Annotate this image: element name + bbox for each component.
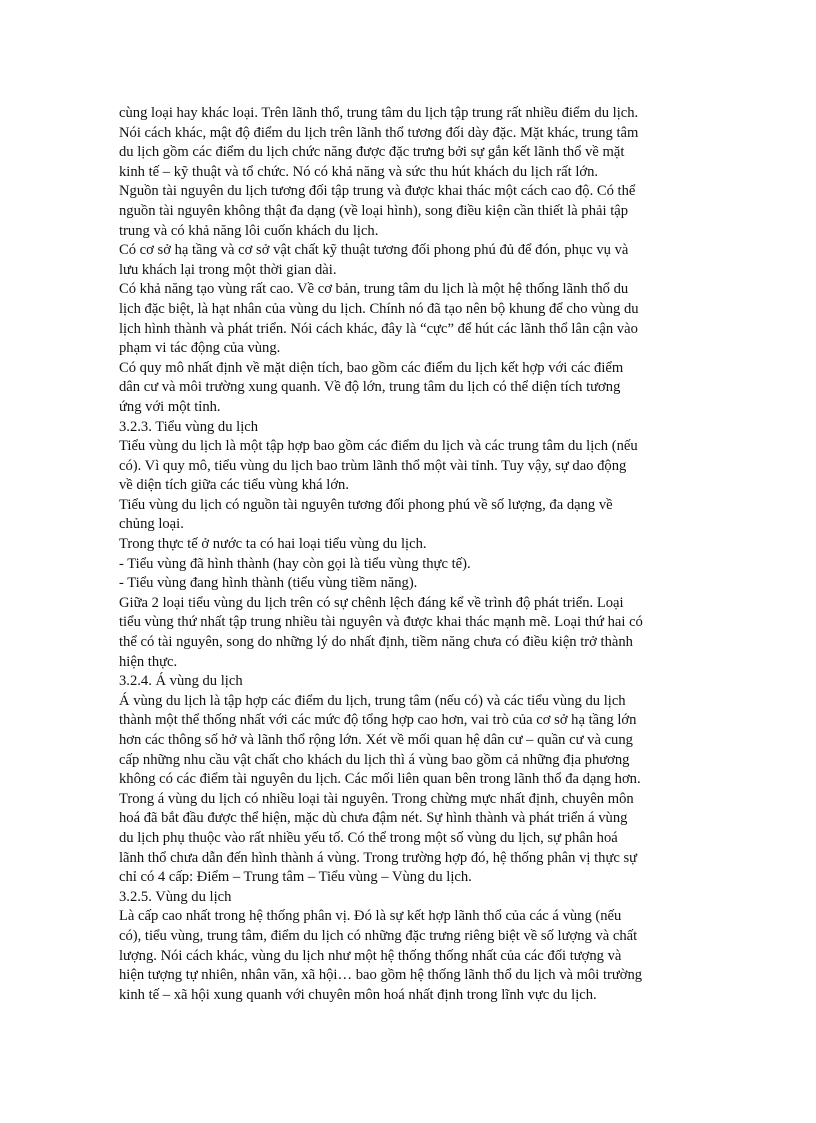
text-line: chủng loại. xyxy=(119,516,184,533)
text-line: không có các điểm tài nguyên du lịch. Các mối liên quan bên trong lãnh thổ đa dạng hơn. xyxy=(119,771,641,788)
text-line: dân cư và môi trường xung quanh. Về độ lớn, trung tâm du lịch có thể diện tích tương xyxy=(119,379,621,396)
text-line: Á vùng du lịch là tập hợp các điểm du lịch, trung tâm (nếu có) và các tiểu vùng du lịch xyxy=(119,692,626,709)
text-line: thể có tài nguyên, song do những lý do nhất định, tiềm năng chưa có điều kiện trở thành xyxy=(119,634,633,651)
text-line: lượng. Nói cách khác, vùng du lịch như một hệ thống thống nhất của các đối tượng và xyxy=(119,947,622,964)
text-line: chỉ có 4 cấp: Điểm – Trung tâm – Tiểu vùng – Vùng du lịch. xyxy=(119,869,472,886)
text-line: tiểu vùng thứ nhất tập trung nhiều tài nguyên và được khai thác mạnh mẽ. Loại thứ hai có xyxy=(119,614,643,631)
text-line: Có quy mô nhất định về mặt diện tích, bao gồm các điểm du lịch kết hợp với các điểm xyxy=(119,359,624,376)
text-line: phạm vi tác động của vùng. xyxy=(119,340,281,357)
text-line: lịch hình thành và phát triển. Nói cách khác, đây là “cực” để hút các lãnh thổ lân cận vào xyxy=(119,320,638,337)
text-line: Giữa 2 loại tiểu vùng du lịch trên có sự chênh lệch đáng kể về trình độ phát triển. Loại xyxy=(119,594,624,611)
text-line: thành một thể thống nhất với các mức độ tổng hợp cao hơn, vai trò của cơ sở hạ tầng lớn xyxy=(119,712,637,729)
text-line: Có khả năng tạo vùng rất cao. Về cơ bản, trung tâm du lịch là một hệ thống lãnh thổ du xyxy=(119,281,629,298)
text-line: kinh tế – xã hội xung quanh với chuyên môn hoá nhất định trong lĩnh vực du lịch. xyxy=(119,986,597,1003)
text-line: - Tiểu vùng đã hình thành (hay còn gọi là tiểu vùng thực tế). xyxy=(119,555,471,572)
section-heading: 3.2.5. Vùng du lịch xyxy=(119,888,232,905)
document-page xyxy=(119,104,695,1005)
text-line: Tiểu vùng du lịch là một tập hợp bao gồm các điểm du lịch và các trung tâm du lịch (nếu xyxy=(119,438,638,455)
text-line: cấp những nhu cầu vật chất cho khách du lịch thì á vùng bao gồm cả những địa phương xyxy=(119,751,630,768)
text-line: Trong á vùng du lịch có nhiều loại tài nguyên. Trong chừng mực nhất định, chuyên môn xyxy=(119,790,634,807)
text-line: du lịch gồm các điểm du lịch chức năng được đặc trưng bởi sự gắn kết lãnh thổ về mặt xyxy=(119,144,625,161)
text-line: hiện thực. xyxy=(119,653,178,670)
text-line: lưu khách lại trong một thời gian dài. xyxy=(119,261,337,278)
text-line: lịch đặc biệt, là hạt nhân của vùng du lịch. Chính nó đã tạo nên bộ khung để cho vùng du xyxy=(119,300,639,317)
text-line: có). Vì quy mô, tiểu vùng du lịch bao trùm lãnh thổ một vài tỉnh. Tuy vậy, sự dao động xyxy=(119,457,627,474)
text-line: cùng loại hay khác loại. Trên lãnh thổ, trung tâm du lịch tập trung rất nhiều điểm du lịch. xyxy=(119,105,639,121)
section-heading: 3.2.4. Á vùng du lịch xyxy=(119,673,243,690)
text-line: Có cơ sở hạ tầng và cơ sở vật chất kỹ thuật tương đối phong phú đủ để đón, phục vụ và xyxy=(119,242,629,259)
section-heading: 3.2.3. Tiểu vùng du lịch xyxy=(119,418,259,435)
text-line: hơn các thông số hở và lãnh thổ rộng lớn. Xét về mối quan hệ dân cư – quần cư và cung xyxy=(119,732,633,748)
text-line: ứng với một tỉnh. xyxy=(119,398,221,415)
text-line: Nói cách khác, mật độ điểm du lịch trên lãnh thổ tương đối dày đặc. Mặt khác, trung tâm xyxy=(119,124,639,141)
text-line: trung và có khả năng lôi cuốn khách du lịch. xyxy=(119,222,379,239)
text-line: Tiểu vùng du lịch có nguồn tài nguyên tương đối phong phú về số lượng, đa dạng về xyxy=(119,496,613,513)
text-line: Nguồn tài nguyên du lịch tương đối tập trung và được khai thác một cách cao độ. Có thể xyxy=(119,183,636,200)
text-line: kinh tế – kỹ thuật và tổ chức. Nó có khả năng và sức thu hút khách du lịch rất lớn. xyxy=(119,163,599,180)
text-line: Là cấp cao nhất trong hệ thống phân vị. Đó là sự kết hợp lãnh thổ của các á vùng (nếu xyxy=(119,908,622,925)
text-line: nguồn tài nguyên không thật đa dạng (về loại hình), song điều kiện cần thiết là phải tập xyxy=(119,202,629,219)
text-line: về diện tích giữa các tiểu vùng khá lớn. xyxy=(119,477,350,494)
text-line: lãnh thổ chưa dẫn đến hình thành á vùng. Trong trường hợp đó, hệ thống phân vị thực sự xyxy=(119,849,638,866)
text-line: hoá đã bắt đầu được thể hiện, mặc dù chưa đậm nét. Sự hình thành và phát triển á vùng xyxy=(119,810,628,827)
text-line: có), tiểu vùng, trung tâm, điểm du lịch có những đặc trưng riêng biệt về số lượng và chất xyxy=(119,927,638,944)
document-body xyxy=(119,104,695,1005)
text-line: hiện tượng tự nhiên, nhân văn, xã hội… bao gồm hệ thống lãnh thổ du lịch và môi trường xyxy=(119,967,643,984)
text-line: du lịch phụ thuộc vào rất nhiều yếu tố. Có thể trong một số vùng du lịch, sự phân hoá xyxy=(119,829,618,846)
text-line: Trong thực tế ở nước ta có hai loại tiểu vùng du lịch. xyxy=(119,536,427,553)
text-line: - Tiểu vùng đang hình thành (tiểu vùng tiềm năng). xyxy=(119,575,418,592)
